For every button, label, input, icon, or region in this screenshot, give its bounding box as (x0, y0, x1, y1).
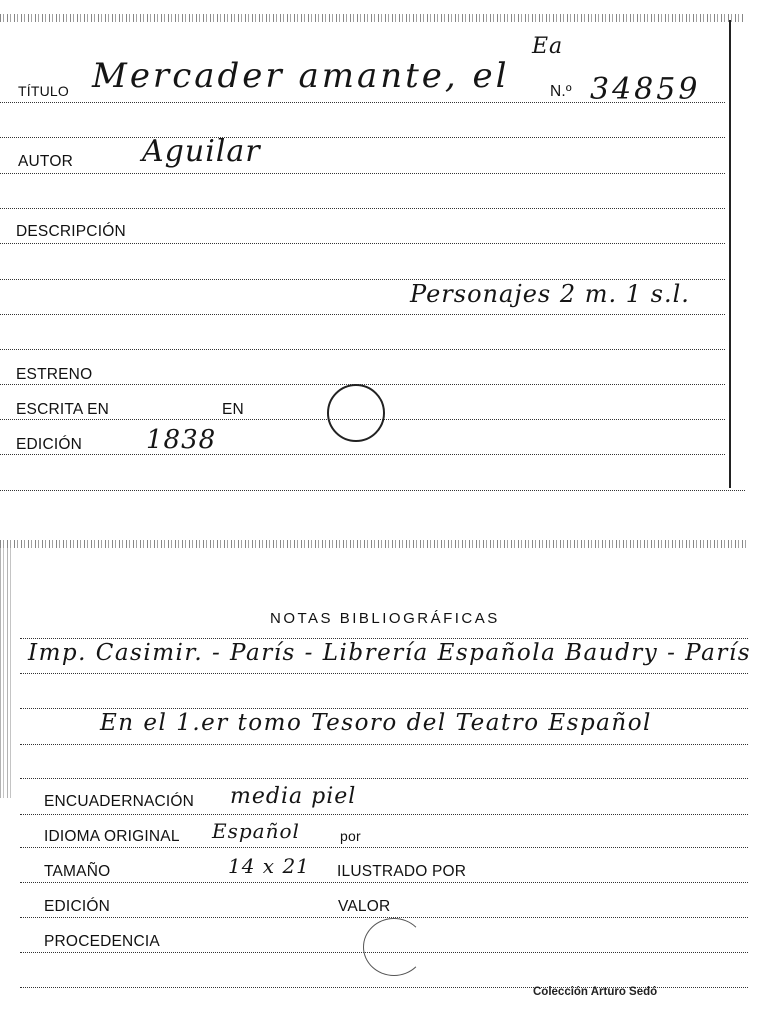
rule (20, 814, 748, 815)
titulo-label: TÍTULO (18, 83, 69, 99)
rule (0, 490, 745, 491)
number-prefix: Ea (532, 34, 564, 59)
tamano-value: 14 x 21 (228, 854, 310, 878)
ilustrado-por-label: ILUSTRADO POR (337, 863, 467, 880)
idioma-value: Español (212, 819, 300, 843)
rule (20, 847, 748, 848)
rule (0, 454, 725, 455)
tamano-label: TAMAÑO (44, 863, 111, 880)
rule (0, 208, 725, 209)
notas-heading: NOTAS BIBLIOGRÁFICAS (270, 610, 500, 627)
rule (0, 243, 725, 244)
card-top-edge (0, 540, 748, 548)
collection-footer: Colección Arturo Sedó (533, 986, 658, 998)
library-stamp (327, 384, 385, 442)
number-value: 34859 (590, 72, 701, 107)
library-stamp (363, 918, 425, 976)
valor-label: VALOR (338, 898, 391, 915)
card-right-edge (729, 20, 731, 488)
description-value: Personajes 2 m. 1 s.l. (410, 280, 690, 308)
rule (20, 778, 748, 779)
rule (20, 673, 748, 674)
note-line-2: En el 1.er tomo Tesoro del Teatro Español (100, 710, 652, 736)
rule (0, 137, 725, 138)
rule (20, 638, 748, 639)
por-label: por (340, 828, 361, 844)
encuadernacion-value: media piel (230, 784, 357, 809)
rule (20, 882, 748, 883)
numero-label: N.º (550, 83, 572, 100)
procedencia-label: PROCEDENCIA (44, 933, 160, 950)
card-left-edge (0, 548, 14, 798)
descripcion-label: DESCRIPCIÓN (16, 223, 126, 240)
estreno-label: ESTRENO (16, 366, 93, 383)
en-label: EN (222, 401, 244, 418)
idioma-original-label: IDIOMA ORIGINAL (44, 828, 180, 845)
note-line-1: Imp. Casimir. - París - Librería Española Baudry - París (28, 640, 751, 666)
card-top-edge (0, 14, 745, 22)
title-value: Mercader amante, el (92, 56, 510, 96)
rule (20, 744, 748, 745)
edicion-label: EDICIÓN (16, 436, 82, 453)
rule (0, 349, 725, 350)
catalog-card-back (0, 540, 751, 1015)
rule (20, 708, 748, 709)
escrita-en-label: ESCRITA EN (16, 401, 110, 418)
rule (0, 173, 725, 174)
author-value: Aguilar (142, 134, 261, 169)
rule (20, 917, 748, 918)
autor-label: AUTOR (18, 153, 73, 170)
rule (0, 314, 725, 315)
edicion-year-value: 1838 (146, 425, 217, 455)
encuadernacion-label: ENCUADERNACIÓN (44, 793, 195, 810)
catalog-card-front (0, 14, 745, 494)
edicion-label: EDICIÓN (44, 898, 110, 915)
